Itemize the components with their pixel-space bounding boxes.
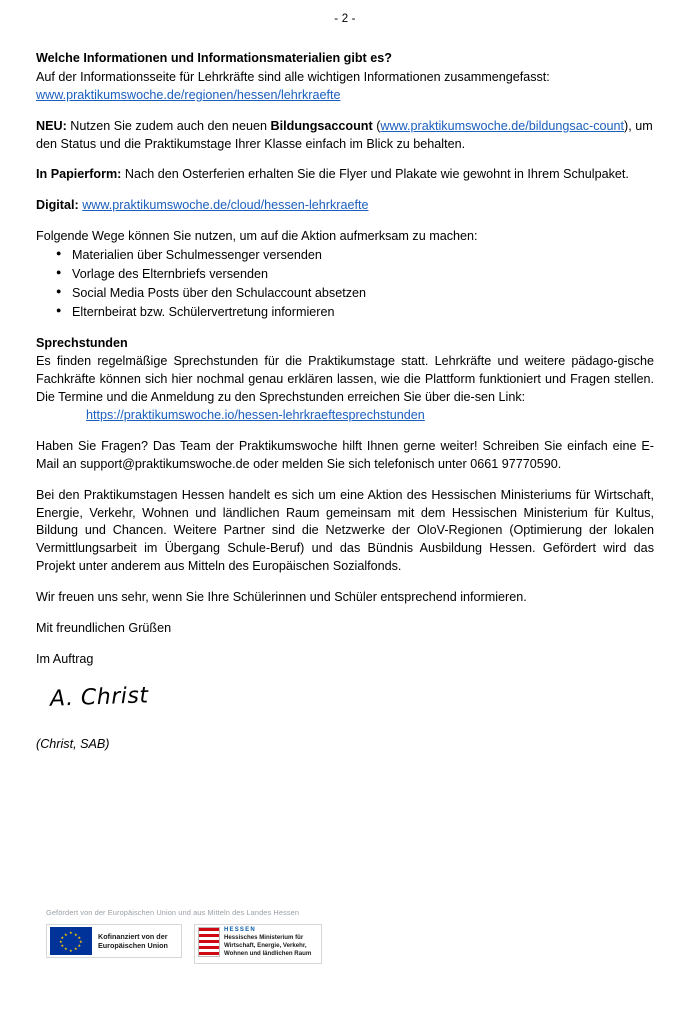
signature-handwriting: A. Christ xyxy=(49,682,149,712)
wege-list xyxy=(36,246,654,322)
section-traeger xyxy=(36,487,654,576)
section-sprechstunden xyxy=(36,335,654,425)
papierform-label: In Papierform: xyxy=(36,167,122,182)
neu-label: NEU: xyxy=(36,118,67,133)
section-informationen xyxy=(36,50,654,105)
neu-paragraph xyxy=(36,118,654,154)
neu-text-2: ( xyxy=(372,118,381,133)
section-wege xyxy=(36,228,654,321)
hessen-crest-icon xyxy=(198,927,220,957)
document-footer xyxy=(36,908,654,964)
fragen-text: Haben Sie Fragen? Das Team der Praktikumswoche hilft Ihnen gerne weiter! Schreiben Sie einfach eine E-Mail an support@praktikumswoche.de oder melden Sie sich telefonisch unter 0661 97770590. xyxy=(36,438,654,471)
list-item: ● Social Media Posts über den Schulaccount absetzen xyxy=(36,284,654,303)
signature-area xyxy=(36,682,654,734)
section-neu xyxy=(36,118,654,154)
wege-intro: Folgende Wege können Sie nutzen, um auf die Aktion aufmerksam zu machen: xyxy=(36,229,478,244)
bildungsaccount-link[interactable]: www.praktikumswoche.de/bildungsac-count xyxy=(380,118,625,133)
logo-row xyxy=(46,924,654,964)
auftrag-text: Im Auftrag xyxy=(36,651,94,666)
neu-text-1: Nutzen Sie zudem auch den neuen xyxy=(66,118,271,133)
list-item: ● Materialien über Schulmessenger versenden xyxy=(36,246,654,265)
hessen-label: HESSEN xyxy=(224,927,256,933)
eu-flag-icon xyxy=(50,927,92,955)
info-link[interactable]: www.praktikumswoche.de/regionen/hessen/lehrkraefte xyxy=(36,87,341,102)
section-fragen xyxy=(36,438,654,474)
traeger-text: Bei den Praktikumstagen Hessen handelt es sich um eine Aktion des Hessischen Ministeriums für Wirtschaft, Energie, Verkehr, Wohnen und ländlichen Raum gemeinsam mit dem Hessischen Ministerium für Kultus, Bildung und Chancen. Weitere Partner sind die Netzwerke der OloV-Regionen (Optimierung der lokalen Vermittlungsarbeit im Übergang Schule-Beruf) und das Bündnis Ausbildung Hessen. Gefördert wird das Projekt unter anderem aus Mitteln des Europäischen Sozialfonds. xyxy=(36,487,654,574)
digital-paragraph xyxy=(36,197,654,215)
digital-link[interactable]: www.praktikumswoche.de/cloud/hessen-lehrkraefte xyxy=(82,198,369,213)
info-heading: Welche Informationen und Informationsmaterialien gibt es? xyxy=(36,51,392,65)
papierform-text: Nach den Osterferien erhalten Sie die Flyer und Plakate wie gewohnt in Ihrem Schulpaket. xyxy=(121,167,629,182)
eu-logo-text: Kofinanziert von der Europäischen Union xyxy=(98,932,168,950)
section-gruss xyxy=(36,620,654,638)
sprechstunden-text: Es finden regelmäßige Sprechstunden für die Praktikumstage statt. Lehrkräfte und weitere pädago-gische Fachkräfte können sich hier nochmal genau erklären lassen, wie die Plattform funktioniert und Fragen stellen. Die Termine und die Anmeldung zu den Sprechstunden erreichen Sie über die-sen Link: xyxy=(36,354,654,405)
document-body xyxy=(0,50,690,754)
digital-label: Digital: xyxy=(36,198,79,213)
hessen-logo xyxy=(194,924,322,964)
list-item: ● Vorlage des Elternbriefs versenden xyxy=(36,265,654,284)
papierform-paragraph xyxy=(36,166,654,184)
neu-bold-term: Bildungsaccount xyxy=(270,118,373,133)
funding-note: Gefördert von der Europäischen Union und aus Mitteln des Landes Hessen xyxy=(46,908,300,917)
freuen-text: Wir freuen uns sehr, wenn Sie Ihre Schülerinnen und Schüler entsprechend informieren. xyxy=(36,590,527,605)
info-line-1: Auf der Informationsseite für Lehrkräfte sind alle wichtigen Informationen zusammengefasst: xyxy=(36,69,550,84)
neu-text-3: ), um den Status und die Praktikumstage Ihrer Klasse einfach im Blick zu behalten. xyxy=(36,118,653,151)
section-papierform xyxy=(36,166,654,184)
signature-caption: (Christ, SAB) xyxy=(36,736,110,751)
eu-stars-icon: ★ ★ ★ ★ ★ ★ ★ ★ ★ ★ ★ ★ xyxy=(59,930,83,953)
page-number: - 2 - xyxy=(334,13,356,25)
section-auftrag xyxy=(36,651,654,669)
gruss-text: Mit freundlichen Grüßen xyxy=(36,620,172,635)
eu-logo xyxy=(46,924,182,958)
hessen-ministry-text: Hessisches Ministerium für Wirtschaft, Energie, Verkehr, Wohnen und ländlichen Raum xyxy=(224,934,312,957)
section-abschluss xyxy=(36,589,654,607)
section-digital xyxy=(36,197,654,215)
list-item: ● Elternbeirat bzw. Schülervertretung informieren xyxy=(36,303,654,322)
sprechstunden-link[interactable]: https://praktikumswoche.io/hessen-lehrkraeftesprechstunden xyxy=(86,408,425,423)
sprechstunden-heading: Sprechstunden xyxy=(36,335,128,350)
